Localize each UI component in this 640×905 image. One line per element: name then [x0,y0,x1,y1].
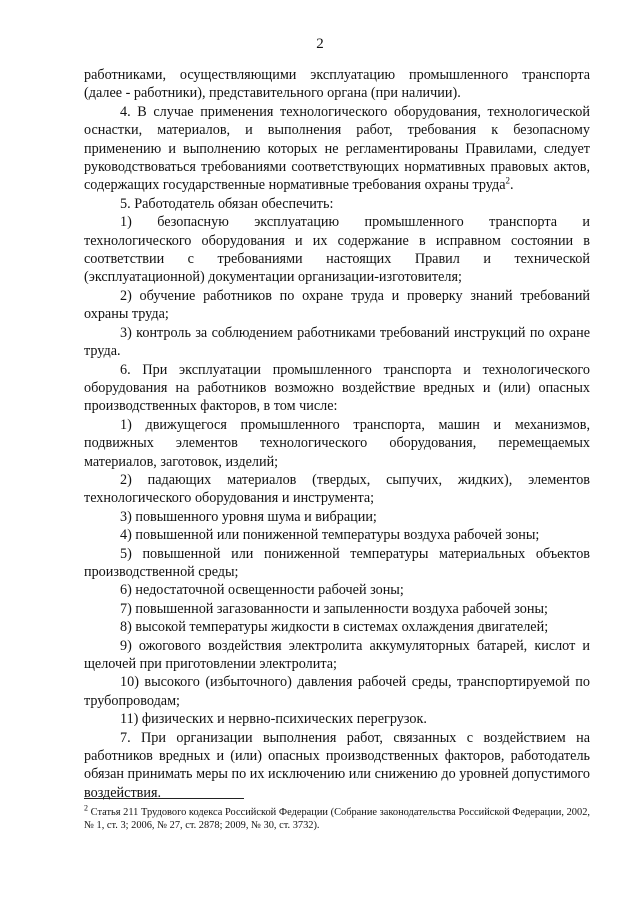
paragraph-text: 9) ожогового воздействия электролита аккумуляторных батарей, кислот и щелочей при приготовлении электролита; [84,637,590,672]
paragraph [84,324,590,361]
paragraph-text: 11) физических и нервно-психических перегрузок. [120,711,427,728]
paragraph [84,471,590,508]
footnote [84,803,590,832]
paragraph [84,545,590,582]
footnote-separator [84,798,244,799]
paragraph [84,508,590,526]
paragraph [84,103,590,195]
paragraph [84,581,590,599]
paragraph [84,66,590,103]
paragraph [84,710,590,728]
footnote-reference: 2 [505,175,511,186]
paragraph [84,526,590,544]
paragraph [84,600,590,618]
paragraph-text: 6) недостаточной освещенности рабочей зоны; [120,582,404,599]
paragraph [84,416,590,471]
paragraph [84,637,590,674]
footnote-mark: 2 [84,803,88,813]
paragraph-text: работниками, осуществляющими эксплуатацию промышленного транспорта (далее - работники), представительного органа (при наличии). [84,67,590,102]
paragraph-text-tail: . [510,177,514,194]
paragraph-text: 3) контроль за соблюдением работниками требований инструкций по охране труда. [84,324,590,360]
paragraph-text: 4. В случае применения технологического оборудования, технологической оснастки, материалов, и выполнения работ, требования к безопасному применению и выполнению которых не регламентированы Правилами, следует руководствоваться требованиями соответствующих нормативных правовых актов, содержащих государственные нормативные требования охраны труда [84,103,590,194]
paragraph [84,673,590,710]
paragraph [84,213,590,287]
paragraph [84,287,590,324]
paragraph-text: 5) повышенной или пониженной температуры материальных объектов производственной среды; [84,545,590,580]
paragraph-text: 4) повышенной или пониженной температуры воздуха рабочей зоны; [120,527,540,544]
paragraph-text: 2) обучение работников по охране труда и проверку знаний требований охраны труда; [84,287,590,323]
body-text [84,66,590,802]
paragraph-text: 7) повышенной загазованности и запыленности воздуха рабочей зоны; [120,600,548,617]
paragraph-text: 10) высокого (избыточного) давления рабочей среды, транспортируемой по трубопроводам; [84,674,590,709]
paragraph-text: 8) высокой температуры жидкости в системах охлаждения двигателей; [120,619,549,636]
paragraph-text: 7. При организации выполнения работ, связанных с воздействием на работников вредных и (или) опасных производственных факторов, работодатель обязан принимать меры по их исключению или снижению до уровней допустимого воздействия. [84,729,590,801]
paragraph-text: 1) движущегося промышленного транспорта, машин и механизмов, подвижных элементов технологического оборудования, перемещаемых материалов, заготовок, изделий; [84,416,590,470]
paragraph-text: 3) повышенного уровня шума и вибрации; [120,508,377,525]
page-number: 2 [316,36,324,52]
paragraph [84,729,590,803]
paragraph [84,361,590,416]
footnote-text: Статья 211 Трудового кодекса Российской Федерации (Собрание законодательства Российской Федерации, 2002, № 1, ст. 3; 2006, № 27, ст. 2878; 2009, № 30, ст. 3732). [84,807,590,831]
paragraph-text: 1) безопасную эксплуатацию промышленного транспорта и технологического оборудования и их содержание в исправном состоянии в соответствии с требованиями настоящих Правил и технической (эксплуатационной) документации организации-изготовителя; [84,214,590,286]
paragraph-text: 2) падающих материалов (твердых, сыпучих, жидких), элементов технологического оборудования и инструмента; [84,471,590,507]
paragraph [84,618,590,636]
paragraph [84,195,590,213]
paragraph-text: 5. Работодатель обязан обеспечить: [120,195,334,212]
paragraph-text: 6. При эксплуатации промышленного транспорта и технологического оборудования на работников возможно воздействие вредных и (или) опасных производственных факторов, в том числе: [84,361,590,415]
